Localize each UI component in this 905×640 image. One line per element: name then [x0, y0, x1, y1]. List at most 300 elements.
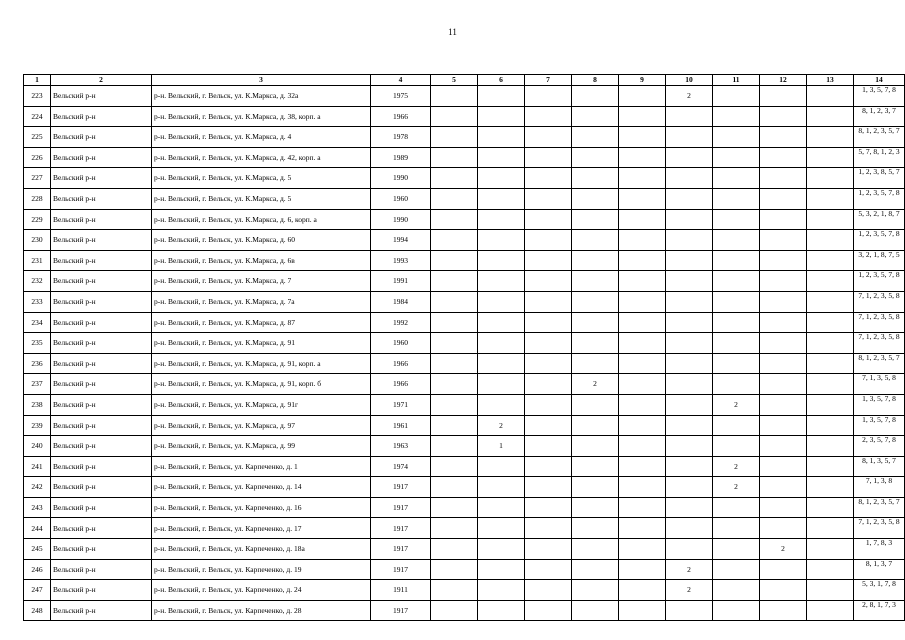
col-5-cell — [431, 86, 478, 107]
col-10-cell — [666, 106, 713, 127]
address-cell: р-н. Вельский, г. Вельск, ул. Карпеченко, д. 28 — [152, 600, 371, 621]
address-cell: р-н. Вельский, г. Вельск, ул. К.Маркса, д. 32а — [152, 86, 371, 107]
col-10-cell — [666, 374, 713, 395]
col-12-cell — [760, 230, 807, 251]
col-9-cell — [619, 312, 666, 333]
row-number: 234 — [24, 312, 51, 333]
col-8-cell — [572, 209, 619, 230]
year-cell: 1917 — [371, 497, 431, 518]
col-13-cell — [807, 394, 854, 415]
year-cell: 1990 — [371, 168, 431, 189]
address-cell: р-н. Вельский, г. Вельск, ул. К.Маркса, д. 38, корп. а — [152, 106, 371, 127]
col-12-cell — [760, 291, 807, 312]
col-13-cell — [807, 600, 854, 621]
column-header-13: 13 — [807, 75, 854, 86]
col-9-cell — [619, 580, 666, 601]
col-6-cell — [478, 168, 525, 189]
col-7-cell — [525, 230, 572, 251]
year-cell: 1917 — [371, 518, 431, 539]
col-14-cell: 8, 1, 2, 3, 7 — [854, 106, 905, 127]
column-header-14: 14 — [854, 75, 905, 86]
col-5-cell — [431, 436, 478, 457]
district-cell: Вельский р-н — [51, 518, 152, 539]
district-cell: Вельский р-н — [51, 291, 152, 312]
col-5-cell — [431, 497, 478, 518]
col-12-cell — [760, 436, 807, 457]
col-10-cell — [666, 539, 713, 560]
col-6-cell — [478, 456, 525, 477]
col-9-cell — [619, 106, 666, 127]
col-11-cell — [713, 271, 760, 292]
col-9-cell — [619, 147, 666, 168]
year-cell: 1994 — [371, 230, 431, 251]
col-12-cell — [760, 209, 807, 230]
col-11-cell — [713, 333, 760, 354]
col-10-cell — [666, 600, 713, 621]
district-cell: Вельский р-н — [51, 436, 152, 457]
col-8-cell — [572, 394, 619, 415]
table-row — [24, 518, 905, 539]
col-7-cell — [525, 600, 572, 621]
col-11-cell — [713, 518, 760, 539]
col-12-cell — [760, 456, 807, 477]
col-14-cell: 2, 8, 1, 7, 3 — [854, 600, 905, 621]
col-5-cell — [431, 209, 478, 230]
col-5-cell — [431, 168, 478, 189]
row-number: 225 — [24, 127, 51, 148]
col-9-cell — [619, 230, 666, 251]
table-row — [24, 539, 905, 560]
column-header-8: 8 — [572, 75, 619, 86]
col-11-cell: 2 — [713, 477, 760, 498]
col-13-cell — [807, 312, 854, 333]
col-12-cell — [760, 353, 807, 374]
table-row — [24, 415, 905, 436]
col-14-cell: 1, 2, 3, 5, 7, 8 — [854, 271, 905, 292]
col-5-cell — [431, 106, 478, 127]
address-cell: р-н. Вельский, г. Вельск, ул. Карпеченко, д. 1 — [152, 456, 371, 477]
address-cell: р-н. Вельский, г. Вельск, ул. К.Маркса, д. 99 — [152, 436, 371, 457]
col-14-cell: 8, 1, 2, 3, 5, 7 — [854, 127, 905, 148]
col-14-cell: 1, 3, 5, 7, 8 — [854, 86, 905, 107]
district-cell: Вельский р-н — [51, 271, 152, 292]
table-row — [24, 394, 905, 415]
col-12-cell — [760, 477, 807, 498]
district-cell: Вельский р-н — [51, 353, 152, 374]
col-12-cell: 2 — [760, 539, 807, 560]
table-row — [24, 168, 905, 189]
col-5-cell — [431, 250, 478, 271]
col-7-cell — [525, 168, 572, 189]
column-header-4: 4 — [371, 75, 431, 86]
year-cell: 1971 — [371, 394, 431, 415]
col-9-cell — [619, 374, 666, 395]
col-6-cell — [478, 497, 525, 518]
col-11-cell — [713, 415, 760, 436]
row-number: 230 — [24, 230, 51, 251]
row-number: 246 — [24, 559, 51, 580]
district-cell: Вельский р-н — [51, 333, 152, 354]
table-row — [24, 497, 905, 518]
col-5-cell — [431, 539, 478, 560]
year-cell: 1966 — [371, 353, 431, 374]
col-5-cell — [431, 353, 478, 374]
col-7-cell — [525, 559, 572, 580]
col-7-cell — [525, 106, 572, 127]
district-cell: Вельский р-н — [51, 312, 152, 333]
year-cell: 1917 — [371, 477, 431, 498]
address-cell: р-н. Вельский, г. Вельск, ул. К.Маркса, д. 42, корп. а — [152, 147, 371, 168]
row-number: 237 — [24, 374, 51, 395]
col-7-cell — [525, 374, 572, 395]
col-8-cell — [572, 477, 619, 498]
col-9-cell — [619, 291, 666, 312]
col-5-cell — [431, 600, 478, 621]
col-11-cell — [713, 436, 760, 457]
col-7-cell — [525, 497, 572, 518]
col-7-cell — [525, 477, 572, 498]
col-13-cell — [807, 580, 854, 601]
col-12-cell — [760, 415, 807, 436]
col-13-cell — [807, 415, 854, 436]
col-11-cell — [713, 188, 760, 209]
column-header-9: 9 — [619, 75, 666, 86]
col-14-cell: 1, 3, 5, 7, 8 — [854, 394, 905, 415]
col-9-cell — [619, 539, 666, 560]
col-8-cell — [572, 518, 619, 539]
table-row — [24, 600, 905, 621]
year-cell: 1917 — [371, 539, 431, 560]
district-cell: Вельский р-н — [51, 415, 152, 436]
row-number: 238 — [24, 394, 51, 415]
year-cell: 1991 — [371, 271, 431, 292]
row-number: 239 — [24, 415, 51, 436]
col-5-cell — [431, 518, 478, 539]
year-cell: 1963 — [371, 436, 431, 457]
col-9-cell — [619, 86, 666, 107]
col-7-cell — [525, 333, 572, 354]
col-13-cell — [807, 477, 854, 498]
col-8-cell — [572, 188, 619, 209]
col-11-cell — [713, 168, 760, 189]
table-row — [24, 436, 905, 457]
col-11-cell — [713, 559, 760, 580]
table-row — [24, 271, 905, 292]
table-row — [24, 127, 905, 148]
table-row — [24, 333, 905, 354]
col-14-cell: 5, 3, 1, 7, 8 — [854, 580, 905, 601]
year-cell: 1990 — [371, 209, 431, 230]
col-6-cell — [478, 147, 525, 168]
col-6-cell — [478, 86, 525, 107]
district-cell: Вельский р-н — [51, 477, 152, 498]
col-8-cell — [572, 230, 619, 251]
table-row — [24, 250, 905, 271]
col-12-cell — [760, 127, 807, 148]
district-cell: Вельский р-н — [51, 127, 152, 148]
col-13-cell — [807, 497, 854, 518]
col-12-cell — [760, 312, 807, 333]
col-12-cell — [760, 333, 807, 354]
col-13-cell — [807, 106, 854, 127]
col-10-cell — [666, 168, 713, 189]
district-cell: Вельский р-н — [51, 394, 152, 415]
col-8-cell — [572, 580, 619, 601]
col-6-cell — [478, 477, 525, 498]
col-8-cell — [572, 127, 619, 148]
row-number: 244 — [24, 518, 51, 539]
col-5-cell — [431, 415, 478, 436]
table-header-row — [24, 75, 905, 86]
district-cell: Вельский р-н — [51, 209, 152, 230]
col-13-cell — [807, 374, 854, 395]
col-9-cell — [619, 271, 666, 292]
col-11-cell — [713, 291, 760, 312]
col-13-cell — [807, 250, 854, 271]
col-9-cell — [619, 415, 666, 436]
row-number: 231 — [24, 250, 51, 271]
year-cell: 1917 — [371, 559, 431, 580]
row-number: 243 — [24, 497, 51, 518]
table-row — [24, 580, 905, 601]
row-number: 248 — [24, 600, 51, 621]
row-number: 224 — [24, 106, 51, 127]
row-number: 247 — [24, 580, 51, 601]
col-12-cell — [760, 559, 807, 580]
col-5-cell — [431, 333, 478, 354]
col-5-cell — [431, 291, 478, 312]
col-10-cell — [666, 147, 713, 168]
col-14-cell: 1, 3, 5, 7, 8 — [854, 415, 905, 436]
col-13-cell — [807, 436, 854, 457]
col-10-cell — [666, 394, 713, 415]
col-11-cell — [713, 106, 760, 127]
address-cell: р-н. Вельский, г. Вельск, ул. Карпеченко, д. 17 — [152, 518, 371, 539]
row-number: 235 — [24, 333, 51, 354]
address-cell: р-н. Вельский, г. Вельск, ул. К.Маркса, д. 6в — [152, 250, 371, 271]
col-11-cell — [713, 250, 760, 271]
col-10-cell — [666, 477, 713, 498]
column-header-7: 7 — [525, 75, 572, 86]
col-14-cell: 7, 1, 3, 8 — [854, 477, 905, 498]
col-13-cell — [807, 86, 854, 107]
col-9-cell — [619, 600, 666, 621]
district-cell: Вельский р-н — [51, 230, 152, 251]
col-11-cell — [713, 209, 760, 230]
col-11-cell — [713, 312, 760, 333]
col-8-cell — [572, 539, 619, 560]
col-6-cell — [478, 188, 525, 209]
col-8-cell — [572, 497, 619, 518]
col-6-cell — [478, 291, 525, 312]
col-11-cell — [713, 147, 760, 168]
col-7-cell — [525, 147, 572, 168]
table-row — [24, 188, 905, 209]
col-7-cell — [525, 518, 572, 539]
col-5-cell — [431, 147, 478, 168]
district-cell: Вельский р-н — [51, 168, 152, 189]
district-cell: Вельский р-н — [51, 539, 152, 560]
col-9-cell — [619, 333, 666, 354]
col-14-cell: 1, 2, 3, 8, 5, 7 — [854, 168, 905, 189]
year-cell: 1974 — [371, 456, 431, 477]
col-13-cell — [807, 291, 854, 312]
col-6-cell — [478, 580, 525, 601]
table-row — [24, 86, 905, 107]
row-number: 226 — [24, 147, 51, 168]
col-8-cell — [572, 86, 619, 107]
col-14-cell: 3, 2, 1, 8, 7, 5 — [854, 250, 905, 271]
col-7-cell — [525, 353, 572, 374]
col-10-cell: 2 — [666, 580, 713, 601]
district-cell: Вельский р-н — [51, 374, 152, 395]
col-13-cell — [807, 539, 854, 560]
col-7-cell — [525, 188, 572, 209]
col-6-cell — [478, 250, 525, 271]
col-12-cell — [760, 374, 807, 395]
district-cell: Вельский р-н — [51, 456, 152, 477]
col-7-cell — [525, 250, 572, 271]
col-14-cell: 1, 7, 8, 3 — [854, 539, 905, 560]
col-9-cell — [619, 250, 666, 271]
col-9-cell — [619, 497, 666, 518]
col-8-cell: 2 — [572, 374, 619, 395]
year-cell: 1961 — [371, 415, 431, 436]
col-10-cell — [666, 415, 713, 436]
col-10-cell — [666, 209, 713, 230]
address-cell: р-н. Вельский, г. Вельск, ул. Карпеченко, д. 16 — [152, 497, 371, 518]
col-6-cell — [478, 106, 525, 127]
col-14-cell: 1, 2, 3, 5, 7, 8 — [854, 230, 905, 251]
col-7-cell — [525, 86, 572, 107]
year-cell: 1978 — [371, 127, 431, 148]
column-header-11: 11 — [713, 75, 760, 86]
table-body — [24, 86, 905, 621]
row-number: 228 — [24, 188, 51, 209]
table-row — [24, 353, 905, 374]
col-10-cell — [666, 333, 713, 354]
col-14-cell: 5, 3, 2, 1, 8, 7 — [854, 209, 905, 230]
year-cell: 1960 — [371, 333, 431, 354]
col-9-cell — [619, 518, 666, 539]
district-cell: Вельский р-н — [51, 600, 152, 621]
col-10-cell — [666, 436, 713, 457]
col-7-cell — [525, 312, 572, 333]
table-row — [24, 477, 905, 498]
row-number: 241 — [24, 456, 51, 477]
col-6-cell — [478, 271, 525, 292]
col-6-cell — [478, 374, 525, 395]
col-8-cell — [572, 559, 619, 580]
col-10-cell — [666, 188, 713, 209]
col-10-cell — [666, 291, 713, 312]
col-13-cell — [807, 127, 854, 148]
col-11-cell — [713, 353, 760, 374]
table-row — [24, 291, 905, 312]
col-8-cell — [572, 250, 619, 271]
district-cell: Вельский р-н — [51, 497, 152, 518]
col-13-cell — [807, 353, 854, 374]
row-number: 229 — [24, 209, 51, 230]
address-cell: р-н. Вельский, г. Вельск, ул. Карпеченко, д. 18а — [152, 539, 371, 560]
col-9-cell — [619, 394, 666, 415]
col-12-cell — [760, 394, 807, 415]
col-14-cell: 7, 1, 2, 3, 5, 8 — [854, 312, 905, 333]
column-header-10: 10 — [666, 75, 713, 86]
column-header-1: 1 — [24, 75, 51, 86]
col-14-cell: 8, 1, 3, 5, 7 — [854, 456, 905, 477]
row-number: 240 — [24, 436, 51, 457]
col-6-cell: 1 — [478, 436, 525, 457]
col-11-cell — [713, 86, 760, 107]
col-11-cell: 2 — [713, 394, 760, 415]
col-12-cell — [760, 271, 807, 292]
row-number: 236 — [24, 353, 51, 374]
col-8-cell — [572, 456, 619, 477]
col-12-cell — [760, 168, 807, 189]
year-cell: 1966 — [371, 106, 431, 127]
row-number: 227 — [24, 168, 51, 189]
address-cell: р-н. Вельский, г. Вельск, ул. Карпеченко, д. 14 — [152, 477, 371, 498]
col-13-cell — [807, 518, 854, 539]
address-cell: р-н. Вельский, г. Вельск, ул. К.Маркса, д. 7а — [152, 291, 371, 312]
col-7-cell — [525, 456, 572, 477]
col-14-cell: 7, 1, 2, 3, 5, 8 — [854, 291, 905, 312]
col-9-cell — [619, 353, 666, 374]
district-cell: Вельский р-н — [51, 188, 152, 209]
col-6-cell — [478, 230, 525, 251]
col-10-cell — [666, 230, 713, 251]
page-number: 11 — [448, 27, 457, 37]
col-6-cell — [478, 394, 525, 415]
col-12-cell — [760, 106, 807, 127]
col-5-cell — [431, 394, 478, 415]
col-13-cell — [807, 209, 854, 230]
col-14-cell: 5, 7, 8, 1, 2, 3 — [854, 147, 905, 168]
col-14-cell: 7, 1, 2, 3, 5, 8 — [854, 333, 905, 354]
row-number: 242 — [24, 477, 51, 498]
col-8-cell — [572, 291, 619, 312]
address-cell: р-н. Вельский, г. Вельск, ул. К.Маркса, д. 91г — [152, 394, 371, 415]
address-cell: р-н. Вельский, г. Вельск, ул. К.Маркса, д. 91, корп. б — [152, 374, 371, 395]
col-5-cell — [431, 477, 478, 498]
col-10-cell: 2 — [666, 86, 713, 107]
col-6-cell — [478, 539, 525, 560]
col-12-cell — [760, 518, 807, 539]
col-14-cell: 1, 2, 3, 5, 7, 8 — [854, 188, 905, 209]
col-13-cell — [807, 188, 854, 209]
col-5-cell — [431, 271, 478, 292]
col-6-cell — [478, 312, 525, 333]
table-row — [24, 312, 905, 333]
address-cell: р-н. Вельский, г. Вельск, ул. Карпеченко, д. 19 — [152, 559, 371, 580]
col-13-cell — [807, 559, 854, 580]
col-6-cell — [478, 518, 525, 539]
col-7-cell — [525, 271, 572, 292]
col-6-cell — [478, 209, 525, 230]
col-8-cell — [572, 106, 619, 127]
col-11-cell: 2 — [713, 456, 760, 477]
column-header-3: 3 — [152, 75, 371, 86]
address-cell: р-н. Вельский, г. Вельск, ул. К.Маркса, д. 91, корп. а — [152, 353, 371, 374]
column-header-2: 2 — [51, 75, 152, 86]
col-9-cell — [619, 188, 666, 209]
table-row — [24, 456, 905, 477]
col-11-cell — [713, 497, 760, 518]
address-cell: р-н. Вельский, г. Вельск, ул. К.Маркса, д. 97 — [152, 415, 371, 436]
col-10-cell — [666, 353, 713, 374]
col-7-cell — [525, 415, 572, 436]
